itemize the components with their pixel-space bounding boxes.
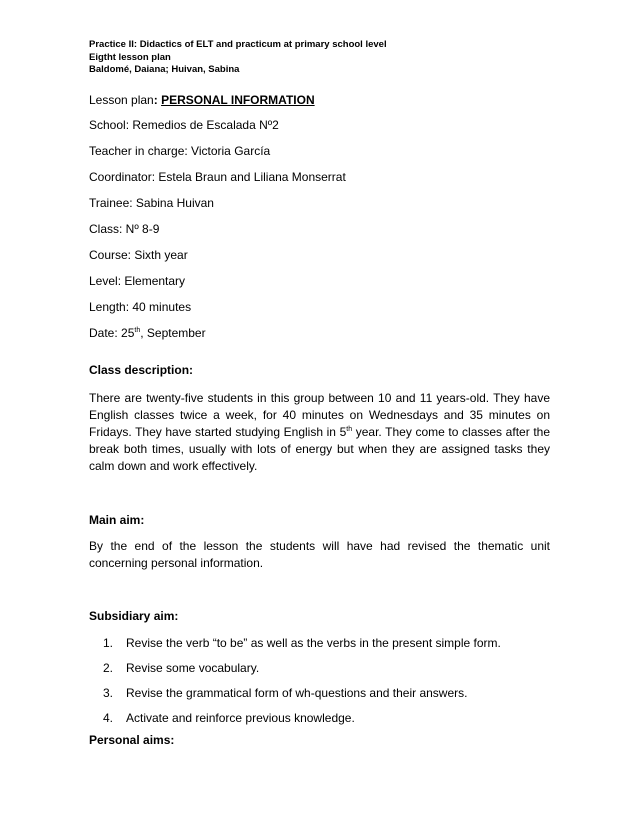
- class-description-heading: Class description:: [89, 362, 194, 377]
- subsidiary-aim-list: [89, 636, 550, 726]
- main-aim-text: By the end of the lesson the students will have had revised the thematic unit concerning personal information.: [89, 538, 550, 570]
- subsidiary-aim-item: [89, 711, 550, 726]
- lesson-plan-title: PERSONAL INFORMATION: [161, 92, 315, 107]
- subsidiary-aim-text: Revise the verb “to be” as well as the verbs in the present simple form.: [126, 635, 501, 650]
- info-course: Course: Sixth year: [89, 247, 188, 262]
- class-description-text: [89, 390, 550, 476]
- header-authors: Baldomé, Daiana; Huivan, Sabina: [89, 64, 240, 75]
- subsidiary-aim-number: 4.: [103, 710, 114, 725]
- subsidiary-aim-number: 3.: [103, 685, 114, 700]
- personal-aims-heading: Personal aims:: [89, 732, 175, 747]
- info-date-ordinal: th: [134, 326, 141, 334]
- info-length: Length: 40 minutes: [89, 299, 192, 314]
- class-description-ordinal: th: [346, 425, 353, 433]
- info-date: [89, 326, 550, 341]
- header-course-title: Practice II: Didactics of ELT and practicum at primary school level: [89, 39, 387, 50]
- class-description-part1: There are twenty-five students in this group between 10 and 11 years-old. They have English classes twice a week, for 40 minutes on Wednesdays and 35 minutes on Fridays. They have started studying English in 5: [89, 390, 550, 439]
- subsidiary-aim-number: 1.: [103, 635, 114, 650]
- subsidiary-aim-text: Revise some vocabulary.: [126, 660, 260, 675]
- subsidiary-aim-number: 2.: [103, 660, 114, 675]
- subsidiary-aim-item: [89, 686, 550, 701]
- info-class: Class: Nº 8-9: [89, 221, 160, 236]
- info-date-prefix: Date: 25: [89, 325, 135, 340]
- info-level: Level: Elementary: [89, 273, 186, 288]
- lesson-plan-title-line: [89, 93, 550, 108]
- document-header: [89, 39, 550, 77]
- info-teacher: Teacher in charge: Victoria García: [89, 143, 271, 158]
- header-lesson-number: Eigtht lesson plan: [89, 51, 171, 63]
- subsidiary-aim-text: Activate and reinforce previous knowledge.: [126, 710, 355, 725]
- subsidiary-aim-item: [89, 661, 550, 676]
- subsidiary-aim-heading: Subsidiary aim:: [89, 608, 179, 623]
- info-date-suffix: , September: [140, 325, 206, 340]
- info-school: School: Remedios de Escalada Nº2: [89, 117, 279, 132]
- info-coordinator: Coordinator: Estela Braun and Liliana Monserrat: [89, 169, 346, 184]
- info-trainee: Trainee: Sabina Huivan: [89, 195, 214, 210]
- subsidiary-aim-item: [89, 636, 550, 651]
- lesson-plan-colon: :: [153, 92, 162, 107]
- subsidiary-aim-text: Revise the grammatical form of wh-questions and their answers.: [126, 685, 468, 700]
- main-aim-heading: Main aim:: [89, 512, 145, 527]
- lesson-plan-label: Lesson plan: [89, 92, 154, 107]
- lesson-info-list: [89, 118, 550, 341]
- class-description-part2: year. They come to classes after the break both times, usually with lots of energy but when they are assigned tasks they calm down and work effectively.: [89, 424, 550, 474]
